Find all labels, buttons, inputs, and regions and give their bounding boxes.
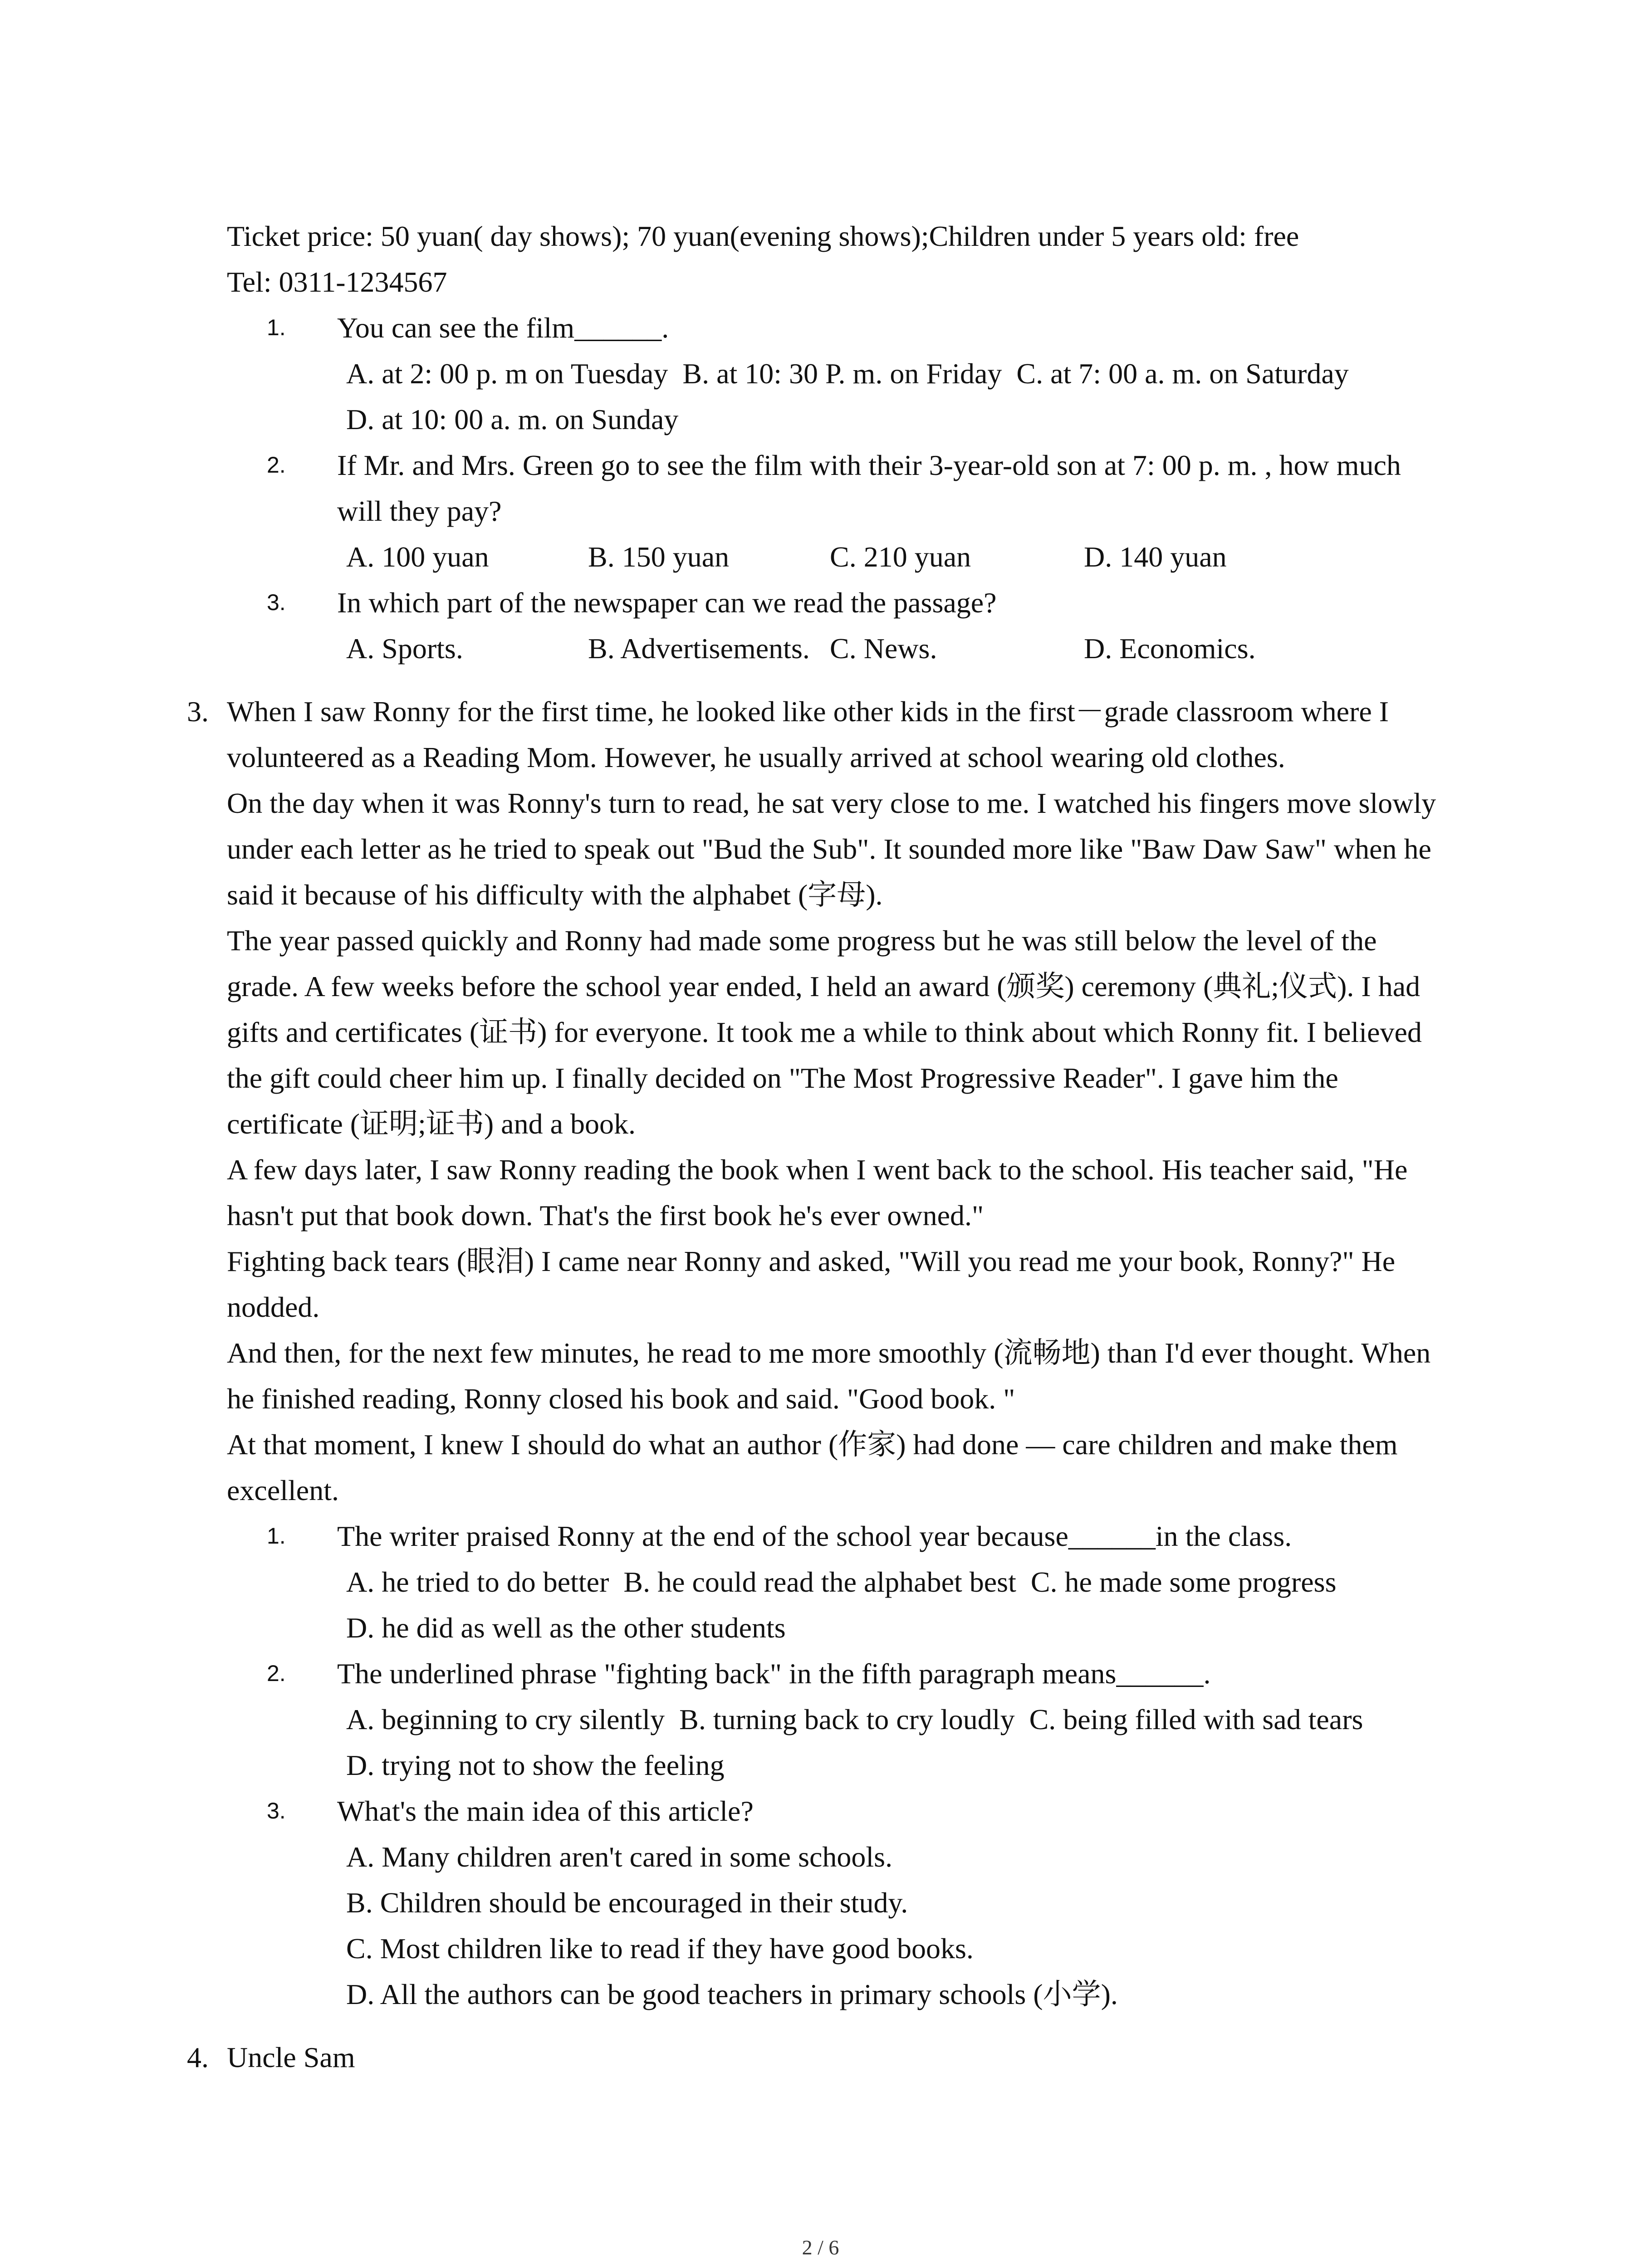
question-item — [227, 1788, 1452, 1834]
option-c: C. at 7: 00 a. m. on Saturday — [1016, 357, 1349, 390]
passage-paragraph: And then, for the next few minutes, he read to me more smoothly (流畅地) than I'd ever thought. When he finished reading, Ronny closed his book and said. "Good book. " — [227, 1337, 1431, 1415]
question-item — [227, 442, 1452, 534]
section-number: 3. — [187, 695, 209, 728]
option-a: A. he tried to do better — [346, 1566, 609, 1598]
question-options — [227, 1559, 1452, 1651]
passage-paragraph: At that moment, I knew I should do what an author (作家) had done — care children and make them excellent. — [227, 1428, 1398, 1506]
question-number: 3. — [267, 590, 286, 615]
question-options — [227, 1696, 1452, 1788]
question-text: You can see the film______. — [337, 312, 669, 344]
option-c: C. being filled with sad tears — [1029, 1703, 1363, 1735]
option-a: A. Sports. — [346, 632, 463, 665]
section-3 — [187, 689, 1452, 1513]
option-a: A. at 2: 00 p. m on Tuesday — [346, 357, 668, 390]
option-c: C. Most children like to read if they have good books. — [346, 1932, 974, 1965]
question-text: The writer praised Ronny at the end of the school year because______in the class. — [337, 1520, 1292, 1552]
question-options — [227, 534, 1452, 580]
option-b: B. Children should be encouraged in their study. — [346, 1887, 908, 1919]
question-text: If Mr. and Mrs. Green go to see the film with their 3-year-old son at 7: 00 p. m. , how much will they pay? — [337, 449, 1401, 527]
option-a: A. Many children aren't cared in some schools. — [346, 1841, 893, 1873]
question-item — [227, 1651, 1452, 1696]
question-number: 3. — [267, 1798, 286, 1823]
option-d: D. Economics. — [1084, 632, 1256, 665]
question-number: 2. — [267, 452, 286, 478]
option-d: D. 140 yuan — [1084, 541, 1227, 573]
option-a: A. 100 yuan — [346, 541, 489, 573]
option-c: C. he made some progress — [1030, 1566, 1337, 1598]
options-line — [346, 351, 1452, 396]
question-number: 1. — [267, 315, 286, 340]
question-text: The underlined phrase "fighting back" in the fifth paragraph means______. — [337, 1657, 1211, 1690]
section-number: 4. — [187, 2041, 209, 2073]
question-text: What's the main idea of this article? — [337, 1795, 754, 1827]
options-line — [346, 396, 1452, 442]
question-options — [227, 1834, 1452, 2017]
question-item — [227, 305, 1452, 351]
page-content — [187, 213, 1452, 2080]
option-b: B. Advertisements. — [588, 632, 810, 665]
ticket-tel-line: Tel: 0311-1234567 — [227, 266, 447, 298]
option-a: A. beginning to cry silently — [346, 1703, 665, 1735]
question-item — [227, 580, 1452, 626]
option-d: D. at 10: 00 a. m. on Sunday — [346, 403, 679, 435]
question-text: In which part of the newspaper can we read the passage? — [337, 587, 997, 619]
option-b: B. he could read the alphabet best — [623, 1566, 1016, 1598]
passage-paragraph: On the day when it was Ronny's turn to read, he sat very close to me. I watched his fingers move slowly under each letter as he tried to speak out "Bud the Sub". It sounded more like "Baw Daw Saw" when he said it because of his difficulty with the alphabet (字母). — [227, 787, 1436, 911]
option-b: B. turning back to cry loudly — [679, 1703, 1015, 1735]
option-d: D. All the authors can be good teachers in primary schools (小学). — [346, 1978, 1118, 2010]
options-line — [346, 1605, 1452, 1651]
options-line — [346, 1742, 1452, 1788]
page-number: 2 / 6 — [802, 2236, 839, 2259]
passage-paragraph: The year passed quickly and Ronny had made some progress but he was still below the level of the grade. A few weeks before the school year ended, I held an award (颁奖) ceremony (典礼;仪式). I had gifts and certificates (证书) for everyone. It took me a while to think about which Ronny fit. I believed the gift could cheer him up. I finally decided on "The Most Progressive Reader". I gave him the certificate (证明;证书) and a book. — [227, 924, 1422, 1140]
question-number: 1. — [267, 1523, 286, 1549]
option-c: C. 210 yuan — [830, 541, 971, 573]
option-d: D. trying not to show the feeling — [346, 1749, 725, 1781]
option-b: B. at 10: 30 P. m. on Friday — [682, 357, 1002, 390]
option-d: D. he did as well as the other students — [346, 1612, 786, 1644]
section-title: Uncle Sam — [227, 2041, 355, 2073]
section-body — [227, 689, 1452, 1513]
question-item — [227, 1513, 1452, 1559]
passage-paragraph: A few days later, I saw Ronny reading the book when I went back to the school. His teacher said, "He hasn't put that book down. That's the first book he's ever owned." — [227, 1154, 1408, 1232]
passage-paragraph: Fighting back tears (眼泪) I came near Ronny and asked, "Will you read me your book, Ronny?" He nodded. — [227, 1245, 1396, 1323]
passage-paragraph: When I saw Ronny for the first time, he looked like other kids in the first－grade classroom where I volunteered as a Reading Mom. However, he usually arrived at school wearing old clothes. — [227, 695, 1389, 773]
question-options — [227, 626, 1452, 671]
section-4 — [187, 2034, 1452, 2080]
question-number: 2. — [267, 1661, 286, 1686]
options-line — [346, 1696, 1452, 1742]
ticket-price-line: Ticket price: 50 yuan( day shows); 70 yuan(evening shows);Children under 5 years old: free — [227, 220, 1299, 252]
options-line — [346, 1559, 1452, 1605]
question-options — [227, 351, 1452, 442]
option-c: C. News. — [830, 632, 937, 665]
option-b: B. 150 yuan — [588, 541, 730, 573]
